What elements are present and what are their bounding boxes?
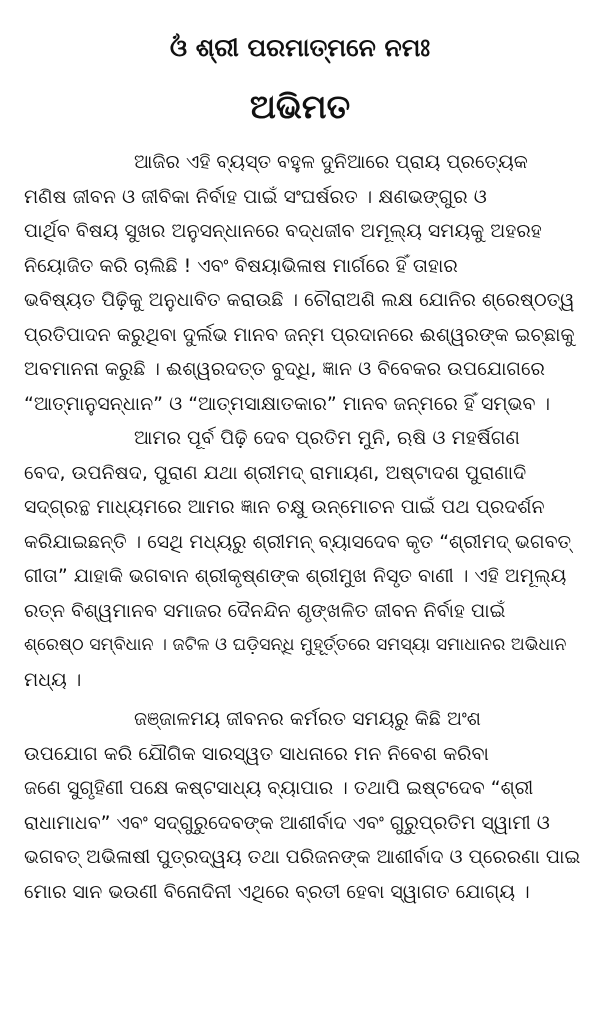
paragraph-1-line: ଆଜିର ଏହି ବ୍ୟସ୍ତ ବହୁଳ ଦୁନିଆରେ ପ୍ରାୟ ପ୍ରତ୍ୟେକ [134, 151, 528, 173]
paragraph-1-line: ପ୍ରତିପାଦନ କରୁଥିବା ଦୁର୍ଲଭ ମାନବ ଜନ୍ମ ପ୍ରଦାନରେ ଈଶ୍ୱରଙ୍କ ଇଚ୍ଛାକୁ [24, 323, 575, 346]
page-title: ଅଭିମତ [249, 87, 351, 126]
invocation-line: ଓଁ ଶ୍ରୀ ପରମାତ୍ମନେ ନମଃ [169, 33, 431, 62]
paragraph-2-line: ଶ୍ରେଷ୍ଠ ସମ୍ବିଧାନ । ଜଟିଳ ଓ ଘଡ଼ିସନ୍ଧି ମୁହୂର୍ତ୍ତରେ ସମସ୍ୟା ସମାଧାନର ଅଭିଧାନ [24, 635, 567, 655]
paragraph-2-line: ଗୀତା” ଯାହାକି ଭଗବାନ ଶ୍ରୀକୃଷ୍ଣଙ୍କ ଶ୍ରୀମୁଖ ନିସୃତ ବାଣୀ । ଏହି ଅମୂଲ୍ୟ [24, 565, 567, 587]
paragraph-3-line: ଜଞ୍ଜାଳମୟ ଜୀବନର କର୍ମରତ ସମୟରୁ କିଛି ଅଂଶ [134, 708, 481, 730]
paragraph-1-line: ଭବିଷ୍ୟତ ପିଢ଼ିକୁ ଅନୁଧାବିତ କରାଉଛି । ଚୌରାଅଶି ଲକ୍ଷ ଯୋନିର ଶ୍ରେଷ୍ଠତ୍ୱ [24, 289, 575, 311]
paragraph-2-line: କରିଯାଇଛନ୍ତି । ସେଥି ମଧ୍ୟରୁ ଶ୍ରୀମନ୍ ବ୍ୟାସଦେବ କୃତ “ଶ୍ରୀମଦ୍ ଭଗବତ୍ [24, 530, 572, 553]
paragraph-3-line: ମୋର ସାନ ଭଉଣୀ ବିନୋଦିନୀ ଏଥିରେ ବ୍ରତୀ ହେବା ସ୍ୱାଗତ ଯୋଗ୍ୟ । [24, 880, 530, 903]
paragraph-3-line: ଉପଯୋଗ କରି ଯୌଗିକ ସାରସ୍ୱତ ସାଧନାରେ ମନ ନିବେଶ କରିବା [24, 742, 489, 765]
paragraph-1-line: ଅବମାନନା କରୁଛି । ଈଶ୍ୱରଦତ୍ତ ବୁଦ୍ଧି, ଜ୍ଞାନ ଓ ବିବେକର ଉପଯୋଗରେ [24, 358, 545, 380]
paragraph-1-line: ପାର୍ଥିବ ବିଷୟ ସୁଖର ଅନୁସନ୍ଧାନରେ ବଦ୍ଧଜୀବ ଅମୂଲ୍ୟ ସମୟକୁ ଅହରହ [24, 220, 542, 242]
paragraph-1-line: ନିୟୋଜିତ କରି ଚାଲିଛି ! ଏବଂ ବିଷୟାଭିଳାଷ ମାର୍ଗରେ ହିଁ ତାହାର [24, 254, 458, 277]
body-text [24, 145, 580, 909]
paragraph-3-line: ଭଗବତ୍ ଅଭିଳାଷୀ ପୁତ୍ରଦ୍ୱୟ ତଥା ପରିଜନଙ୍କ ଆଶୀର୍ବାଦ ଓ ପ୍ରେରଣା ପାଇ [24, 846, 580, 868]
paragraph-1-line: “ଆତ୍ମାନୁସନ୍ଧାନ” ଓ “ଆତ୍ମସାକ୍ଷାତକାର” ମାନବ ଜନ୍ମରେ ହିଁ ସମ୍ଭବ । [24, 392, 551, 415]
paragraph-2-line: ଆମର ପୂର୍ବ ପିଢ଼ି ଦେବ ପ୍ରତିମ ମୁନି, ଋଷି ଓ ମହର୍ଷିଗଣ [134, 427, 520, 449]
paragraph-2-line: ସଦ୍‌ଗ୍ରନ୍ଥ ମାଧ୍ୟମରେ ଆମର ଜ୍ଞାନ ଚକ୍ଷୁ ଉନ୍ମୋଚନ ପାଇଁ ପଥ ପ୍ରଦର୍ଶନ [24, 496, 545, 518]
paragraph-2-line: ମଧ୍ୟ । [24, 668, 82, 691]
paragraph-2-line: ରତ୍ନ ବିଶ୍ୱମାନବ ସମାଜର ଦୈନନ୍ଦିନ ଶୃଙ୍ଖଳିତ ଜୀବନ ନିର୍ବାହ ପାଇଁ [24, 599, 506, 622]
paragraph-1-line: ମଣିଷ ଜୀବନ ଓ ଜୀବିକା ନିର୍ବାହ ପାଇଁ ସଂଘର୍ଷରତ । କ୍ଷଣଭଙ୍ଗୁର ଓ [24, 185, 487, 208]
paragraph-3-line: ରାଧାମାଧବ” ଏବଂ ସଦ୍‌ଗୁରୁଦେବଙ୍କ ଆଶୀର୍ବାଦ ଏବଂ ଗୁରୁପ୍ରତିମ ସ୍ୱାମୀ ଓ [24, 811, 550, 834]
paragraph-2-line: ବେଦ, ଉପନିଷଦ, ପୁରାଣ ଯଥା ଶ୍ରୀମଦ୍ ରାମାୟଣ, ଅଷ୍ଟାଦଶ ପୁରାଣାଦି [24, 461, 527, 484]
paragraph-3-line: ଜଣେ ସୁଗୃହିଣୀ ପକ୍ଷେ କଷ୍ଟସାଧ୍ୟ ବ୍ୟାପାର । ତଥାପି ଇଷ୍ଟଦେବ “ଶ୍ରୀ [24, 777, 534, 799]
